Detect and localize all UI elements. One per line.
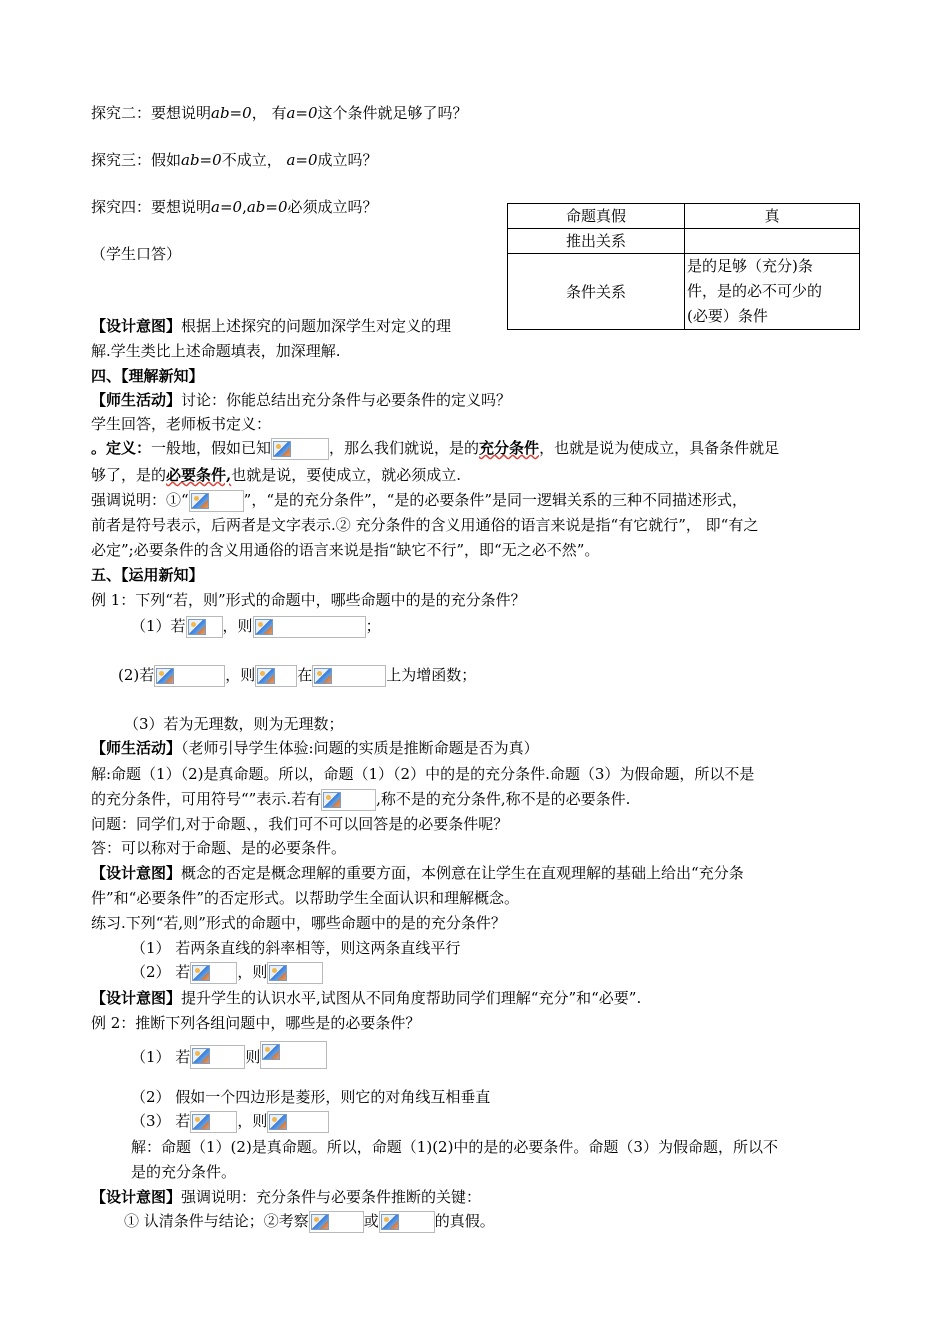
section-4-heading: 四、【理解新知】	[91, 367, 204, 385]
definition-line-2: 够了，是的必要条件,也就是说，要使成立，就必须成立.	[91, 466, 462, 484]
image-placeholder-icon	[273, 441, 291, 457]
emphasis-line-1: 强调说明：①“ ”，“是的充分条件”，“是的必要条件”是同一逻辑关系的三种不同描述形式，	[91, 490, 747, 512]
formula-image	[189, 490, 244, 512]
section-5-heading: 五、【运用新知】	[91, 566, 204, 584]
formula-image	[154, 665, 225, 687]
design-intent-1-cont: 解.学生类比上述命题填表，加深理解.	[91, 342, 341, 360]
formula-image	[271, 438, 329, 460]
example-2-item-3: （3） 若 ，则	[131, 1111, 329, 1133]
definition-line-1: 。定义：一般地，假如已知 ，那么我们就说，是的充分条件，也就是说为使成立，具备条件就足	[91, 438, 779, 460]
image-placeholder-icon	[323, 792, 341, 808]
table-cell: 推出关系	[508, 229, 685, 254]
solution-2-line-1: 解：命题（1）(2)是真命题。所以，命题（1)(2)中的是的必要条件。命题（3）为假命题，所以不	[131, 1138, 778, 1156]
image-placeholder-icon	[192, 965, 210, 981]
table-row	[508, 204, 860, 229]
formula-image	[186, 616, 223, 638]
formula-image	[190, 962, 237, 984]
solution-2-line-2: 是的充分条件。	[131, 1163, 237, 1181]
image-placeholder-icon	[156, 668, 174, 684]
design-intent-1: 【设计意图】根据上述探究的问题加深学生对定义的理	[91, 317, 452, 335]
student-answer: （学生口答）	[91, 245, 182, 263]
image-placeholder-icon	[257, 668, 275, 684]
explore-4: 探究四：要想说明a=0,ab=0必须成立吗？	[91, 198, 378, 216]
table-cell: 真	[685, 204, 860, 229]
table-cell: 条件关系	[508, 254, 685, 330]
image-placeholder-icon	[192, 1048, 210, 1064]
example-1-item-3: （3）若为无理数，则为无理数；	[124, 715, 344, 733]
formula-image	[190, 1111, 237, 1133]
example-2-item-2: （2） 假如一个四边形是菱形，则它的对角线互相垂直	[131, 1088, 491, 1106]
table-cell: 是的足够（充分)条 件，是的必不可少的 (必要）条件	[685, 254, 860, 330]
board-note: 学生回答，老师板书定义：	[91, 415, 272, 433]
solution-1-line-2: 的充分条件，可用符号“”表示.若有 ,称不是的充分条件,称不是的必要条件.	[91, 789, 630, 811]
table-cell: 命题真假	[508, 204, 685, 229]
image-placeholder-icon	[381, 1214, 399, 1230]
formula-image	[267, 1111, 329, 1133]
solution-1-line-1: 解:命题（1）（2)是真命题。所以，命题（1）（2）中的是的充分条件.命题（3）为假命题，所以不是	[91, 765, 755, 783]
practice-title: 练习.下列“若,则”形式的命题中，哪些命题中的是的充分条件？	[91, 914, 506, 932]
formula-image	[190, 1045, 245, 1069]
emphasis-line-2: 前者是符号表示，后两者是文字表示.② 充分条件的含义用通俗的语言来说是指“有它就行”， 即“有之	[91, 516, 759, 534]
image-placeholder-icon	[269, 965, 287, 981]
key-points: ① 认清条件与结论；②考察 或 的真假。	[124, 1211, 495, 1233]
formula-image	[260, 1041, 327, 1069]
question: 问题：同学们,对于命题、，我们可不可以回答是的必要条件呢？	[91, 815, 509, 833]
answer: 答：可以称对于命题、是的必要条件。	[91, 839, 347, 857]
example-1-item-2: (2)若 ，则 在 上为增函数；	[118, 665, 476, 687]
formula-image	[309, 1211, 364, 1233]
formula-image	[379, 1211, 435, 1233]
formula-image	[255, 665, 297, 687]
design-intent-2-cont: 件”和“必要条件”的否定形式。以帮助学生全面认识和理解概念。	[91, 889, 520, 907]
activity-2: 【师生活动】（老师引导学生体验:问题的实质是推断命题是否为真）	[91, 739, 539, 757]
image-placeholder-icon	[255, 619, 273, 635]
formula-image	[321, 789, 376, 811]
formula-image	[267, 962, 323, 984]
formula-image	[253, 616, 366, 638]
formula-image	[312, 665, 386, 687]
image-placeholder-icon	[188, 619, 206, 635]
design-intent-3: 【设计意图】提升学生的认识水平,试图从不同角度帮助同学们理解“充分”和“必要”.	[91, 989, 642, 1007]
practice-item-1: （1） 若两条直线的斜率相等，则这两条直线平行	[131, 939, 461, 957]
example-2-title: 例 2：推断下列各组问题中，哪些是的必要条件？	[91, 1014, 421, 1032]
design-intent-2: 【设计意图】概念的否定是概念理解的重要方面，本例意在让学生在直观理解的基础上给出“充分条	[91, 864, 744, 882]
image-placeholder-icon	[191, 493, 209, 509]
example-2-item-1: （1） 若 则	[131, 1041, 327, 1069]
example-1-title: 例 1：下列“若，则”形式的命题中，哪些命题中的是的充分条件？	[91, 591, 526, 609]
proposition-table	[507, 203, 860, 330]
image-placeholder-icon	[269, 1114, 287, 1130]
emphasis-line-3: 必定”;必要条件的含义用通俗的语言来说是指“缺它不行”，即“无之必不然”。	[91, 541, 600, 559]
image-placeholder-icon	[311, 1214, 329, 1230]
table-cell	[685, 229, 860, 254]
activity-1: 【师生活动】讨论：你能总结出充分条件与必要条件的定义吗？	[91, 391, 512, 409]
design-intent-4: 【设计意图】强调说明：充分条件与必要条件推断的关键：	[91, 1188, 482, 1206]
table-row	[508, 229, 860, 254]
explore-3: 探究三：假如ab=0不成立， a=0成立吗？	[91, 151, 378, 169]
explore-2: 探究二：要想说明ab=0， 有a=0这个条件就足够了吗？	[91, 104, 468, 122]
table-row	[508, 254, 860, 330]
practice-item-2: （2） 若 ，则	[131, 962, 323, 984]
example-1-item-1: （1）若 ，则 ；	[131, 616, 381, 638]
image-placeholder-icon	[192, 1114, 210, 1130]
image-placeholder-icon	[314, 668, 332, 684]
image-placeholder-icon	[262, 1044, 280, 1060]
